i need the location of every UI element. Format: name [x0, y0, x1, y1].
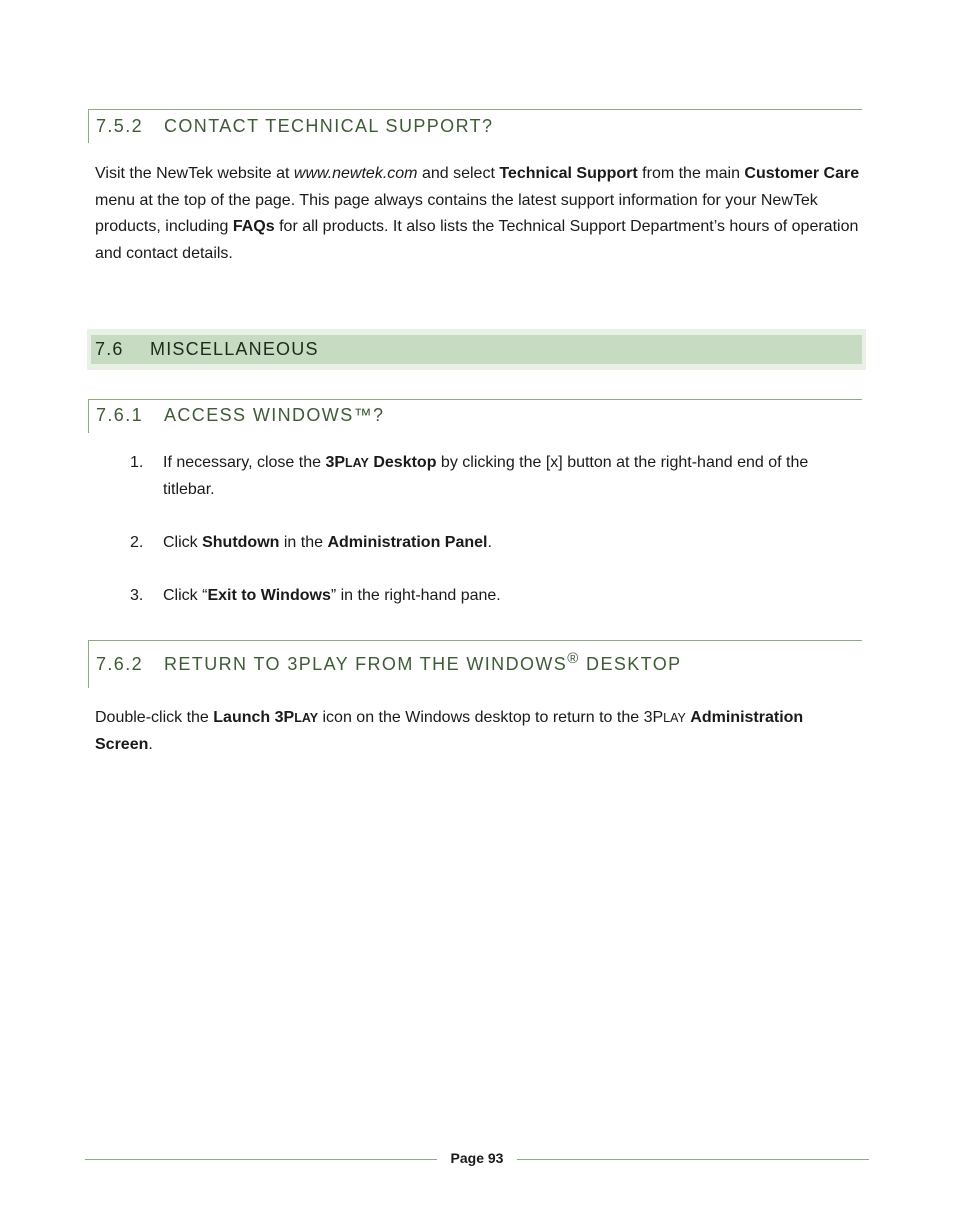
section-heading-7-6: [87, 329, 866, 370]
text-run: If necessary, close the: [163, 454, 326, 471]
section-title: CONTACT TECHNICAL SUPPORT?: [164, 116, 494, 136]
text-run: from the main: [637, 165, 745, 182]
section-number: 7.6.2: [96, 654, 144, 674]
list-number: 2.: [130, 534, 144, 551]
text-run: Visit the NewTek website at: [95, 165, 294, 182]
text-run: 3P: [325, 454, 346, 471]
text-run: menu at the top of the page. This page always contains the latest support information for your NewTek products, including: [95, 191, 818, 236]
section-heading-7-5-2: [88, 109, 862, 143]
text-run: LAY: [294, 711, 319, 725]
text-run: LAY: [663, 711, 686, 725]
technical-support-label: Technical Support: [499, 165, 638, 182]
list-item: [130, 450, 860, 503]
section-number: 7.5.2: [96, 116, 144, 136]
list-item: [130, 530, 860, 557]
text-run: ” in the right-hand pane.: [330, 587, 501, 604]
text-run: by clicking the [x] button at the right-hand end of the titlebar.: [163, 454, 809, 498]
shutdown-label: Shutdown: [202, 534, 280, 551]
section-title: ACCESS WINDOWS™?: [164, 405, 385, 425]
section-title: [164, 650, 682, 674]
list-number: 1.: [130, 454, 144, 471]
customer-care-label: Customer Care: [744, 165, 860, 182]
page-number: Page 93: [450, 1150, 504, 1166]
text-run: .: [487, 534, 492, 551]
list-text: [163, 583, 860, 610]
text-run: for all products. It also lists the Technical Support Department’s hours of operation and contact details.: [95, 218, 859, 262]
registered-mark: ®: [567, 650, 580, 667]
footer-rule-left: [85, 1159, 437, 1160]
administration-panel-label: Administration Panel: [327, 534, 488, 551]
website-link[interactable]: www.newtek.com: [293, 165, 418, 182]
text-run: DESKTOP: [579, 654, 682, 674]
section-number: 7.6.1: [96, 405, 144, 425]
list-text: [163, 530, 860, 557]
section-number: 7.6: [95, 339, 124, 359]
return-paragraph: [95, 705, 865, 758]
exit-to-windows-label: Exit to Windows: [207, 587, 331, 604]
support-paragraph: [95, 161, 865, 267]
text-run: .: [148, 735, 153, 753]
desktop-label: [325, 454, 436, 471]
text-run: and select: [417, 165, 500, 182]
administration-screen-label: Administration Screen: [95, 709, 804, 753]
section-heading-7-6-1: [88, 399, 862, 433]
text-run: Desktop: [368, 454, 437, 471]
text-run: in the: [279, 534, 328, 551]
text-run: icon on the Windows desktop to return to the 3P: [318, 709, 664, 726]
footer-rule-right: [517, 1159, 869, 1160]
section-heading-7-6-2: [88, 640, 862, 688]
section-title: MISCELLANEOUS: [150, 339, 319, 359]
text-run: LAY: [345, 456, 369, 470]
list-text: [163, 450, 860, 503]
text-run: Double-click the: [95, 709, 214, 726]
text-run: Click: [163, 534, 203, 551]
list-number: 3.: [130, 587, 144, 604]
heading-bar: [91, 335, 862, 364]
text-run: RETURN TO 3PLAY FROM THE WINDOWS: [164, 654, 568, 674]
text-run: Click “: [163, 587, 208, 604]
launch-3play-label: [213, 709, 318, 726]
list-item: [130, 583, 860, 610]
faqs-label: FAQs: [232, 218, 275, 236]
text-run: Launch 3P: [213, 709, 295, 726]
